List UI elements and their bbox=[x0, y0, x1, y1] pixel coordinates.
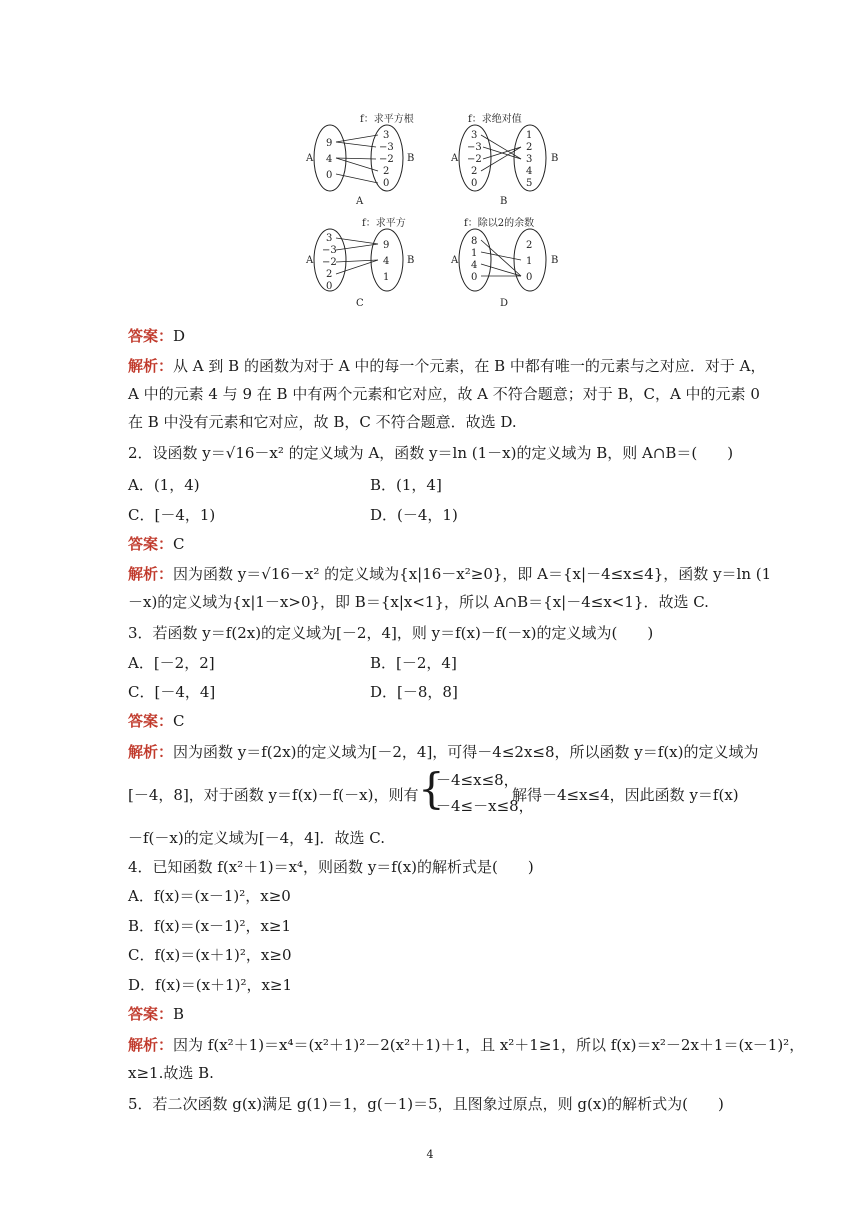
q1-analysis-line-3: 在 B 中没有元素和它对应，故 B，C 不符合题意．故选 D. bbox=[128, 413, 517, 431]
set-a-element: 0 bbox=[326, 170, 333, 181]
q1-analysis-line-1 bbox=[128, 356, 765, 376]
q2-option-a: A．(1，4) bbox=[128, 476, 200, 494]
q4-analysis-label: 解析： bbox=[128, 1036, 174, 1054]
figure-d bbox=[450, 216, 558, 309]
q2-option-d: D．(－4，1) bbox=[370, 506, 458, 524]
set-b-element: 3 bbox=[383, 130, 390, 141]
q3-system-row-1: －4≤x≤8， bbox=[436, 771, 519, 789]
figure-title: f：求绝对值 bbox=[468, 114, 522, 125]
q3-option-c: C．[－4，4] bbox=[128, 683, 216, 701]
q4-analysis-text-1: 因为 f(x²＋1)＝x⁴＝(x²＋1)²－2(x²＋1)＋1，且 x²＋1≥1，所以 f(x)＝x²－2x＋1＝(x－1)²， bbox=[173, 1036, 805, 1054]
set-b-element: 0 bbox=[383, 178, 390, 189]
set-b-element: 4 bbox=[383, 256, 390, 267]
set-a-element: 2 bbox=[326, 269, 333, 280]
q3-system-brace: { bbox=[418, 764, 445, 813]
q3-analysis-line-2-pre: [－4，8]，对于函数 y＝f(x)－f(－x)，则有 bbox=[128, 786, 419, 804]
q4-analysis-line-2: x≥1.故选 B. bbox=[128, 1064, 214, 1082]
q3-analysis-text-1: 因为函数 y＝f(2x)的定义域为[－2，4]，可得－4≤2x≤8，所以函数 y＝f(x)的定义域为 bbox=[173, 743, 759, 761]
q1-analysis-text-1: 从 A 到 B 的函数为对于 A 中的每一个元素，在 B 中都有唯一的元素与之对应．对于 A， bbox=[173, 357, 766, 375]
q4-option-c: C．f(x)＝(x＋1)²，x≥0 bbox=[128, 946, 292, 964]
q3-option-a: A．[－2，2] bbox=[128, 654, 215, 672]
set-b-element: 1 bbox=[383, 272, 390, 283]
set-a-element: 0 bbox=[471, 272, 478, 283]
q4-option-a: A．f(x)＝(x－1)²，x≥0 bbox=[128, 887, 291, 905]
q2-answer-line bbox=[128, 534, 185, 554]
set-b-label: B bbox=[407, 153, 415, 164]
set-a-element: 4 bbox=[326, 154, 333, 165]
set-b-element: 2 bbox=[526, 142, 533, 153]
set-b-element: 3 bbox=[526, 154, 533, 165]
figure-c bbox=[305, 216, 414, 309]
figure-label: B bbox=[500, 196, 508, 207]
set-a-element: 4 bbox=[471, 260, 478, 271]
q3-answer-line bbox=[128, 711, 185, 731]
q1-analysis-label: 解析： bbox=[128, 357, 174, 375]
set-b-element: 5 bbox=[526, 178, 533, 189]
q3-option-b: B．[－2，4] bbox=[370, 654, 457, 672]
figure-title: f：除以2的余数 bbox=[464, 218, 535, 229]
set-a-label: A bbox=[306, 255, 314, 266]
set-a-element: 1 bbox=[471, 248, 478, 259]
q2-analysis-line-2: －x)的定义域为{x|1－x>0}，即 B＝{x|x<1}，所以 A∩B＝{x|－4≤x<1}．故选 C. bbox=[128, 593, 709, 611]
set-b-element: 2 bbox=[526, 240, 533, 251]
q2-answer-label: 答案： bbox=[128, 535, 174, 553]
q3-analysis-line-1 bbox=[128, 742, 759, 762]
q5-stem: 5．若二次函数 g(x)满足 g(1)＝1，g(－1)＝5，且图象过原点，则 g(x)的解析式为( ) bbox=[128, 1095, 724, 1113]
set-a-label: A bbox=[451, 153, 459, 164]
q2-answer: C bbox=[173, 535, 185, 553]
set-a-label: A bbox=[451, 255, 459, 266]
q4-stem: 4．已知函数 f(x²＋1)＝x⁴，则函数 y＝f(x)的解析式是( ) bbox=[128, 858, 534, 876]
figure-label: A bbox=[356, 196, 364, 207]
q3-analysis-line-2-post: 解得－4≤x≤4，因此函数 y＝f(x) bbox=[512, 786, 739, 804]
set-a-element: −2 bbox=[467, 154, 482, 165]
q3-option-d: D．[－8，8] bbox=[370, 683, 458, 701]
q3-analysis-line-3: －f(－x)的定义域为[－4，4]．故选 C. bbox=[128, 829, 385, 847]
set-a-element: −3 bbox=[467, 142, 482, 153]
set-a-element: 0 bbox=[471, 178, 478, 189]
q4-option-d: D．f(x)＝(x＋1)²，x≥1 bbox=[128, 976, 293, 994]
set-a-element: 8 bbox=[471, 236, 478, 247]
q3-answer: C bbox=[173, 712, 185, 730]
q2-stem: 2．设函数 y＝√16－x² 的定义域为 A，函数 y＝ln (1－x)的定义域为 B，则 A∩B＝( ) bbox=[128, 444, 734, 462]
set-a-element: 0 bbox=[326, 281, 333, 292]
set-b-label: B bbox=[407, 255, 415, 266]
q2-analysis-label: 解析： bbox=[128, 565, 174, 583]
q3-analysis-label: 解析： bbox=[128, 743, 174, 761]
q2-option-c: C．[－4，1) bbox=[128, 506, 216, 524]
q4-answer-label: 答案： bbox=[128, 1005, 174, 1023]
q1-answer: D bbox=[173, 327, 186, 345]
q3-stem: 3．若函数 y＝f(2x)的定义域为[－2，4]，则 y＝f(x)－f(－x)的定义域为( ) bbox=[128, 624, 654, 642]
set-b-element: 0 bbox=[526, 272, 533, 283]
q2-analysis-text-1: 因为函数 y＝√16－x² 的定义域为{x|16－x²≥0}，即 A＝{x|－4≤x≤4}，函数 y＝ln (1 bbox=[173, 565, 772, 583]
figure-title: f：求平方 bbox=[362, 218, 406, 229]
set-a-element: 3 bbox=[326, 233, 333, 244]
figure-label: D bbox=[500, 298, 509, 309]
set-b-element: 9 bbox=[383, 240, 390, 251]
q3-system-row-2: －4≤－x≤8， bbox=[436, 797, 534, 815]
q4-option-b: B．f(x)＝(x－1)²，x≥1 bbox=[128, 917, 292, 935]
set-b-element: 1 bbox=[526, 256, 533, 267]
set-b-label: B bbox=[551, 153, 559, 164]
set-b-element: −3 bbox=[379, 142, 394, 153]
set-b-element: −2 bbox=[379, 154, 394, 165]
q1-answer-line bbox=[128, 326, 185, 346]
page-number: 4 bbox=[426, 1148, 434, 1161]
set-a-element: 9 bbox=[326, 138, 333, 149]
set-a-element: −2 bbox=[322, 257, 337, 268]
set-a-element: 3 bbox=[471, 130, 478, 141]
q3-answer-label: 答案： bbox=[128, 712, 174, 730]
q2-option-b: B．(1，4] bbox=[370, 476, 442, 494]
q1-answer-label: 答案： bbox=[128, 327, 174, 345]
set-a-element: 2 bbox=[471, 166, 478, 177]
set-a-label: A bbox=[306, 153, 314, 164]
set-b-element: 4 bbox=[526, 166, 533, 177]
figure-label: C bbox=[356, 298, 364, 309]
q4-answer: B bbox=[173, 1005, 185, 1023]
set-a-element: −3 bbox=[322, 245, 337, 256]
figure-b bbox=[450, 112, 558, 207]
set-b-element: 1 bbox=[526, 130, 533, 141]
mapping-diagrams-svg bbox=[290, 108, 580, 318]
q4-analysis-line-1 bbox=[128, 1035, 804, 1055]
q4-answer-line bbox=[128, 1004, 184, 1024]
set-b-element: 2 bbox=[383, 166, 390, 177]
set-b-label: B bbox=[551, 255, 559, 266]
figure-title: f：求平方根 bbox=[360, 114, 414, 125]
figure-a bbox=[305, 112, 414, 207]
q1-analysis-line-2: A 中的元素 4 与 9 在 B 中有两个元素和它对应，故 A 不符合题意；对于 B，C，A 中的元素 0 bbox=[128, 385, 760, 403]
q2-analysis-line-1 bbox=[128, 564, 771, 584]
